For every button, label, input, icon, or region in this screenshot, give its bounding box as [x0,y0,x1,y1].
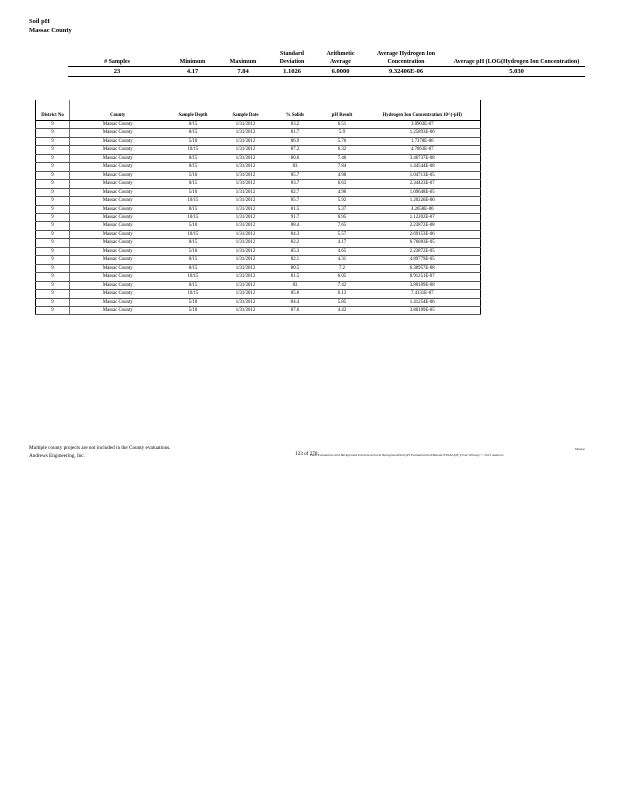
depth-cell: 0/15 [166,239,221,247]
table-row [36,298,481,306]
ph-cell: 6.13 [320,290,365,298]
county-cell: Massac County [70,239,166,247]
hion-cell: 6.76083E-05 [365,239,481,247]
summary-value: 23 [113,68,121,75]
table-row [36,163,481,171]
county-cell: Massac County [70,188,166,196]
date-cell: 1/31/2012 [221,137,271,145]
ph-cell: 6.05 [320,273,365,281]
ph-cell: 5.37 [320,205,365,213]
ph-cell: 4.65 [320,247,365,255]
depth-cell: 0/15 [166,121,221,129]
county-cell: Massac County [70,298,166,306]
table-row [36,171,481,179]
ph-cell: 7.42 [320,281,365,289]
hion-cell: 7.4131E-07 [365,290,481,298]
ph-cell: 5.57 [320,230,365,238]
depth-cell: 10/15 [166,197,221,205]
date-cell: 1/31/2012 [221,273,271,281]
table-row [36,137,481,145]
depth-cell: 10/15 [166,213,221,221]
hion-cell: 1.25893E-06 [365,129,481,137]
ph-cell: 6.63 [320,180,365,188]
solids-cell: 83.2 [271,121,320,129]
ph-cell: 4.96 [320,188,365,196]
solids-cell: 88.4 [271,222,320,230]
depth-cell: 0/15 [166,264,221,272]
footer-company: Andrews Engineering, Inc. [29,453,85,459]
ph-cell: 5.92 [320,197,365,205]
report-title [29,17,72,35]
date-cell: 1/31/2012 [221,180,271,188]
district-cell: 9 [36,146,70,154]
ph-cell: 5.76 [320,137,365,145]
table-row [36,247,481,255]
county-cell: Massac County [70,146,166,154]
detail-header: pH Result [320,100,365,121]
solids-cell: 81.5 [271,205,320,213]
county-cell: Massac County [70,129,166,137]
district-cell: 9 [36,121,70,129]
detail-header: Sample Depth [166,100,221,121]
solids-cell: 85.7 [271,197,320,205]
solids-cell: 81.7 [271,129,320,137]
solids-cell: 82.2 [271,239,320,247]
date-cell: 1/31/2012 [221,205,271,213]
detail-header: % Solids [271,100,320,121]
hion-cell: 2.69153E-06 [365,230,481,238]
solids-cell: 84.3 [271,230,320,238]
district-cell: 9 [36,298,70,306]
county-cell: Massac County [70,273,166,281]
county-cell: Massac County [70,247,166,255]
district-cell: 9 [36,180,70,188]
summary-header: Standard Deviation [279,51,305,65]
summary-value: 7.84 [237,68,249,75]
date-cell: 1/31/2012 [221,239,271,247]
county-cell: Massac County [70,205,166,213]
depth-cell: 0/15 [166,180,221,188]
solids-cell: 83.7 [271,180,320,188]
detail-header: County [70,100,166,121]
summary-value: 6.0000 [331,68,350,75]
table-row [36,197,481,205]
hion-cell: 1.12202E-07 [365,213,481,221]
table-row [36,205,481,213]
hion-cell: 2.23872E-08 [365,222,481,230]
hion-cell: 8.91251E-07 [365,273,481,281]
detail-header: District No [36,100,70,121]
depth-cell: 0/15 [166,256,221,264]
detail-header-row [36,100,481,121]
county-cell: Massac County [70,197,166,205]
depth-cell: 0/15 [166,163,221,171]
solids-cell: 83 [271,281,320,289]
summary-header: Minimum [179,59,206,65]
summary-header: Arithmetic Average [326,51,355,65]
footer-county-tag: Massac [575,447,586,451]
district-cell: 9 [36,281,70,289]
ph-cell: 7.2 [320,264,365,272]
district-cell: 9 [36,213,70,221]
table-row [36,281,481,289]
table-row [36,154,481,162]
district-cell: 9 [36,239,70,247]
table-row [36,264,481,272]
depth-cell: 5/10 [166,247,221,255]
report-title-line2: Massac County [29,27,72,34]
ph-cell: 7.65 [320,222,365,230]
depth-cell: 0/15 [166,281,221,289]
date-cell: 1/31/2012 [221,247,271,255]
solids-cell: 85.3 [271,247,320,255]
detail-body [36,121,481,315]
ph-cell: 7.46 [320,154,365,162]
district-cell: 9 [36,230,70,238]
district-cell: 9 [36,163,70,171]
depth-cell: 0/15 [166,129,221,137]
date-cell: 1/31/2012 [221,306,271,314]
table-row [36,213,481,221]
county-cell: Massac County [70,290,166,298]
solids-cell: 91.7 [271,213,320,221]
page-number: 123 of 278 [295,451,318,457]
date-cell: 1/31/2012 [221,154,271,162]
county-cell: Massac County [70,154,166,162]
summary-header-row [68,47,585,67]
hion-cell: 4.89779E-05 [365,256,481,264]
hion-cell: 1.04713E-05 [365,171,481,179]
county-cell: Massac County [70,213,166,221]
ph-cell: 6.95 [320,213,365,221]
hion-cell: 3.0903E-07 [365,121,481,129]
hion-cell: 3.80189E-05 [365,306,481,314]
ph-cell: 6.32 [320,146,365,154]
district-cell: 9 [36,197,70,205]
county-cell: Massac County [70,163,166,171]
depth-cell: 10/15 [166,230,221,238]
detail-header: Hydrogen Ion Concentration 10^(-pH) [365,100,481,121]
depth-cell: 0/15 [166,205,221,213]
date-cell: 1/31/2012 [221,281,271,289]
ph-cell: 4.42 [320,306,365,314]
county-cell: Massac County [70,230,166,238]
solids-cell: 82.1 [271,256,320,264]
depth-cell: 5/10 [166,188,221,196]
district-cell: 9 [36,256,70,264]
table-row [36,222,481,230]
table-row [36,129,481,137]
county-cell: Massac County [70,306,166,314]
summary-header: Average Hydrogen Ion Concentration [376,51,436,65]
county-cell: Massac County [70,281,166,289]
solids-cell: 84.4 [271,298,320,306]
county-cell: Massac County [70,180,166,188]
depth-cell: 10/15 [166,273,221,281]
district-cell: 9 [36,129,70,137]
date-cell: 1/31/2012 [221,171,271,179]
summary-value: 5.030 [509,68,524,75]
table-row [36,121,481,129]
solids-cell: 85.7 [271,171,320,179]
summary-table [68,47,585,77]
ph-cell: 5.85 [320,298,365,306]
district-cell: 9 [36,171,70,179]
date-cell: 1/31/2012 [221,188,271,196]
solids-cell: 83 [271,163,320,171]
detail-header: Sample Date [221,100,271,121]
depth-cell: 5/10 [166,137,221,145]
hion-cell: 3.80189E-08 [365,281,481,289]
county-cell: Massac County [70,264,166,272]
hion-cell: 1.20226E-06 [365,197,481,205]
footer-note: Multiple county projects are not included in the County evaluations. [29,445,171,451]
district-cell: 9 [36,247,70,255]
hion-cell: 2.34423E-07 [365,180,481,188]
district-cell: 9 [36,264,70,272]
table-row [36,230,481,238]
district-cell: 9 [36,188,70,196]
district-cell: 9 [36,154,70,162]
hion-cell: 3.46737E-08 [365,154,481,162]
report-title-line1: Soil pH [29,18,50,25]
district-cell: 9 [36,137,70,145]
date-cell: 1/31/2012 [221,163,271,171]
county-cell: Massac County [70,171,166,179]
district-cell: 9 [36,222,70,230]
county-cell: Massac County [70,256,166,264]
table-row [36,180,481,188]
district-cell: 9 [36,290,70,298]
ph-cell: 4.17 [320,239,365,247]
solids-cell: 80.5 [271,264,320,272]
county-cell: Massac County [70,222,166,230]
hion-cell: 1.44544E-08 [365,163,481,171]
date-cell: 1/31/2012 [221,121,271,129]
solids-cell: 86.9 [271,137,320,145]
summary-header: Maximum [229,59,257,65]
ph-cell: 7.84 [320,163,365,171]
ph-cell: 5.9 [320,129,365,137]
depth-cell: 5/10 [166,171,221,179]
table-row [36,256,481,264]
summary-value: 1.1026 [283,68,301,75]
date-cell: 1/31/2012 [221,129,271,137]
solids-cell: 87.2 [271,146,320,154]
depth-cell: 0/15 [166,154,221,162]
date-cell: 1/31/2012 [221,146,271,154]
solids-cell: 81.5 [271,273,320,281]
table-row [36,290,481,298]
solids-cell: 85.6 [271,290,320,298]
ph-cell: 4.98 [320,171,365,179]
date-cell: 1/31/2012 [221,222,271,230]
solids-cell: 87.6 [271,306,320,314]
summary-header: Average pH (LOG(Hydrogen Ion Concentration) [453,59,580,65]
depth-cell: 5/10 [166,298,221,306]
table-row [36,273,481,281]
hion-cell: 1.41254E-06 [365,298,481,306]
hion-cell: 1.09648E-05 [365,188,481,196]
table-row [36,239,481,247]
date-cell: 1/31/2012 [221,230,271,238]
date-cell: 1/31/2012 [221,298,271,306]
hion-cell: 4.2658E-06 [365,205,481,213]
footer-file-path: Data Evaluations and Background Investment/Local Background/Soil pH Evaluation/Soil/Massac/FINAL/pH_Final Writeup/ © 2013 Andrews [310,453,504,457]
summary-header: # Samples [104,59,130,65]
date-cell: 1/31/2012 [221,256,271,264]
hion-cell: 2.23872E-05 [365,247,481,255]
table-row [36,306,481,314]
date-cell: 1/31/2012 [221,197,271,205]
depth-cell: 10/15 [166,290,221,298]
date-cell: 1/31/2012 [221,290,271,298]
depth-cell: 5/10 [166,222,221,230]
hion-cell: 1.7378E-06 [365,137,481,145]
ph-cell: 6.51 [320,121,365,129]
depth-cell: 10/15 [166,146,221,154]
summary-value-row [68,67,585,77]
district-cell: 9 [36,205,70,213]
district-cell: 9 [36,273,70,281]
summary-value: 9.32406E-06 [388,68,424,75]
solids-cell: 82.7 [271,188,320,196]
summary-value: 4.17 [186,68,199,75]
detail-table [35,100,481,315]
county-cell: Massac County [70,121,166,129]
ph-cell: 4.31 [320,256,365,264]
table-row [36,146,481,154]
hion-cell: 6.30957E-08 [365,264,481,272]
table-row [36,188,481,196]
county-cell: Massac County [70,137,166,145]
depth-cell: 5/10 [166,306,221,314]
solids-cell: 80.6 [271,154,320,162]
date-cell: 1/31/2012 [221,264,271,272]
date-cell: 1/31/2012 [221,213,271,221]
hion-cell: 4.7863E-07 [365,146,481,154]
district-cell: 9 [36,306,70,314]
